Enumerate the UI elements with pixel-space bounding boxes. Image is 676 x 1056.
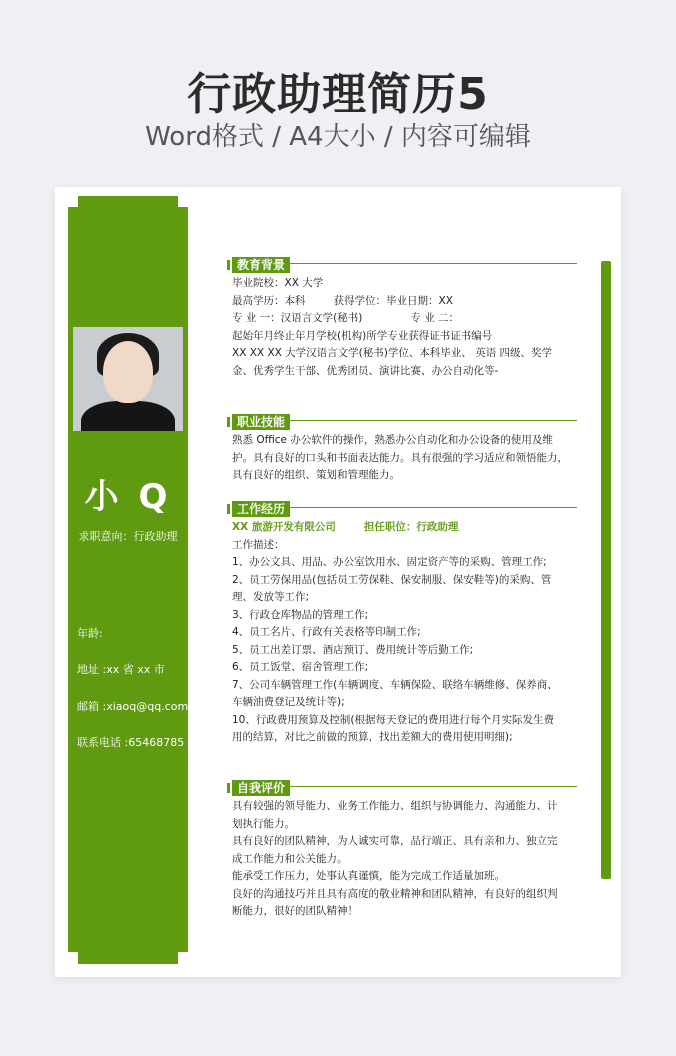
major-two: 专 业 二： [410,312,460,324]
education-line-4: 起始年月终止年月学校(机构)所学专业获得证书证书编号 [232,329,493,342]
grad-date: 毕业日期：XX [386,294,453,307]
work-line: 3、行政仓库物品的管理工作; [232,608,369,621]
award-degree: 获得学位： [333,294,386,307]
page-subtitle: Word格式 / A4大小 / 内容可编辑 [145,122,531,152]
job-position: 担任职位：行政助理 [363,521,459,533]
major-one: 专 业 一：汉语言文学(秘书) [232,312,363,324]
education-line-6: 金、优秀学生干部、优秀团员、演讲比赛、办公自动化等- [232,364,499,377]
sidebar-top-tab [78,196,178,208]
email: 邮箱 :xiaoq@qq.com [77,700,189,713]
work-line: 10、行政费用预算及控制(根据每天登记的费用进行每个月实际发生费 [232,713,554,726]
work-heading [232,501,577,517]
work-section [232,501,577,747]
work-line: 用的结算，对比之前做的预算，找出差额大的费用使用明细); [232,731,513,743]
right-accent-bar [601,261,611,879]
skills-body [232,432,577,485]
heading-tick [227,417,230,427]
self-eval-line: 成工作能力和公关能力。 [232,852,348,865]
self-eval-line: 良好的沟通技巧并且具有高度的敬业精神和团队精神，有良好的组织判 [232,887,558,900]
job-intent: 求职意向：行政助理 [78,530,178,543]
self-eval-line: 划执行能力。 [232,817,295,830]
skills-line: 熟悉 Office 办公软件的操作，熟悉办公自动化和办公设备的使用及维 [232,434,553,446]
profile-name: 小 Q [84,477,172,517]
resume-page [55,187,621,977]
self-eval-heading [232,780,577,796]
address: 地址 :xx 省 xx 市 [77,663,165,676]
phone: 联系电话 :65468785 [77,736,185,749]
work-line: 5、员工出差订票、酒店预订、费用统计等后勤工作; [232,643,474,656]
self-eval-line: 能承受工作压力，处事认真谨慎，能为完成工作适量加班。 [232,870,505,882]
education-section [232,257,577,380]
heading-tick [227,783,230,793]
degree-line [232,293,577,311]
profile-sidebar [68,207,188,952]
self-eval-line: 具有较强的领导能力、业务工作能力、组织与协调能力、沟通能力、计 [232,800,558,812]
work-line: 1、办公文具、用品、办公室饮用水、固定资产等的采购、管理工作; [232,556,547,568]
skills-line: 护。具有良好的口头和书面表达能力。具有很强的学习适应和领悟能力， [232,451,568,464]
education-body [232,275,577,380]
profile-photo [73,327,183,431]
heading-label: 职业技能 [232,414,290,430]
photo-face-shape [103,341,153,403]
work-line: 2、员工劳保用品(包括员工劳保鞋、保安制服、保安鞋等)的采购、管 [232,573,552,586]
heading-tick [227,260,230,270]
job-header [232,519,577,537]
heading-tick [227,504,230,514]
education-line-5: XX XX XX 大学汉语言文学(秘书)学位、本科毕业、 英语 四级、奖学 [232,347,553,359]
self-eval-body [232,798,577,921]
age-label: 年龄: [77,627,103,640]
skills-heading [232,414,577,430]
education-heading [232,257,577,273]
work-body [232,519,577,747]
work-line: 7、公司车辆管理工作(车辆调度、车辆保险、联络车辆维修、保养商、 [232,678,558,691]
degree: 最高学历：本科 [232,294,306,307]
skills-section [232,414,577,485]
self-eval-line: 断能力，很好的团队精神！ [232,905,358,917]
work-line: 理、发放等工作; [232,591,310,603]
work-line: 车辆油费登记及统计等); [232,696,345,708]
work-line: 6、员工饭堂、宿舍管理工作; [232,661,369,673]
photo-body-shape [81,401,175,431]
heading-label: 自我评价 [232,780,290,796]
skills-line: 具有良好的组织、策划和管理能力。 [232,469,400,481]
page-title: 行政助理简历5 [187,69,489,120]
company-name: XX 旅游开发有限公司 [232,521,336,533]
school-line: 毕业院校：XX 大学 [232,277,324,289]
self-eval-line: 具有良好的团队精神，为人诚实可靠，品行端正、具有亲和力、独立完 [232,835,558,847]
heading-label: 教育背景 [232,257,290,273]
heading-label: 工作经历 [232,501,290,517]
sidebar-bottom-tab [78,952,178,964]
work-desc-label: 工作描述： [232,538,285,551]
major-line [232,310,577,328]
self-eval-section [232,780,577,921]
work-line: 4、员工名片、行政有关表格等印制工作; [232,626,421,638]
